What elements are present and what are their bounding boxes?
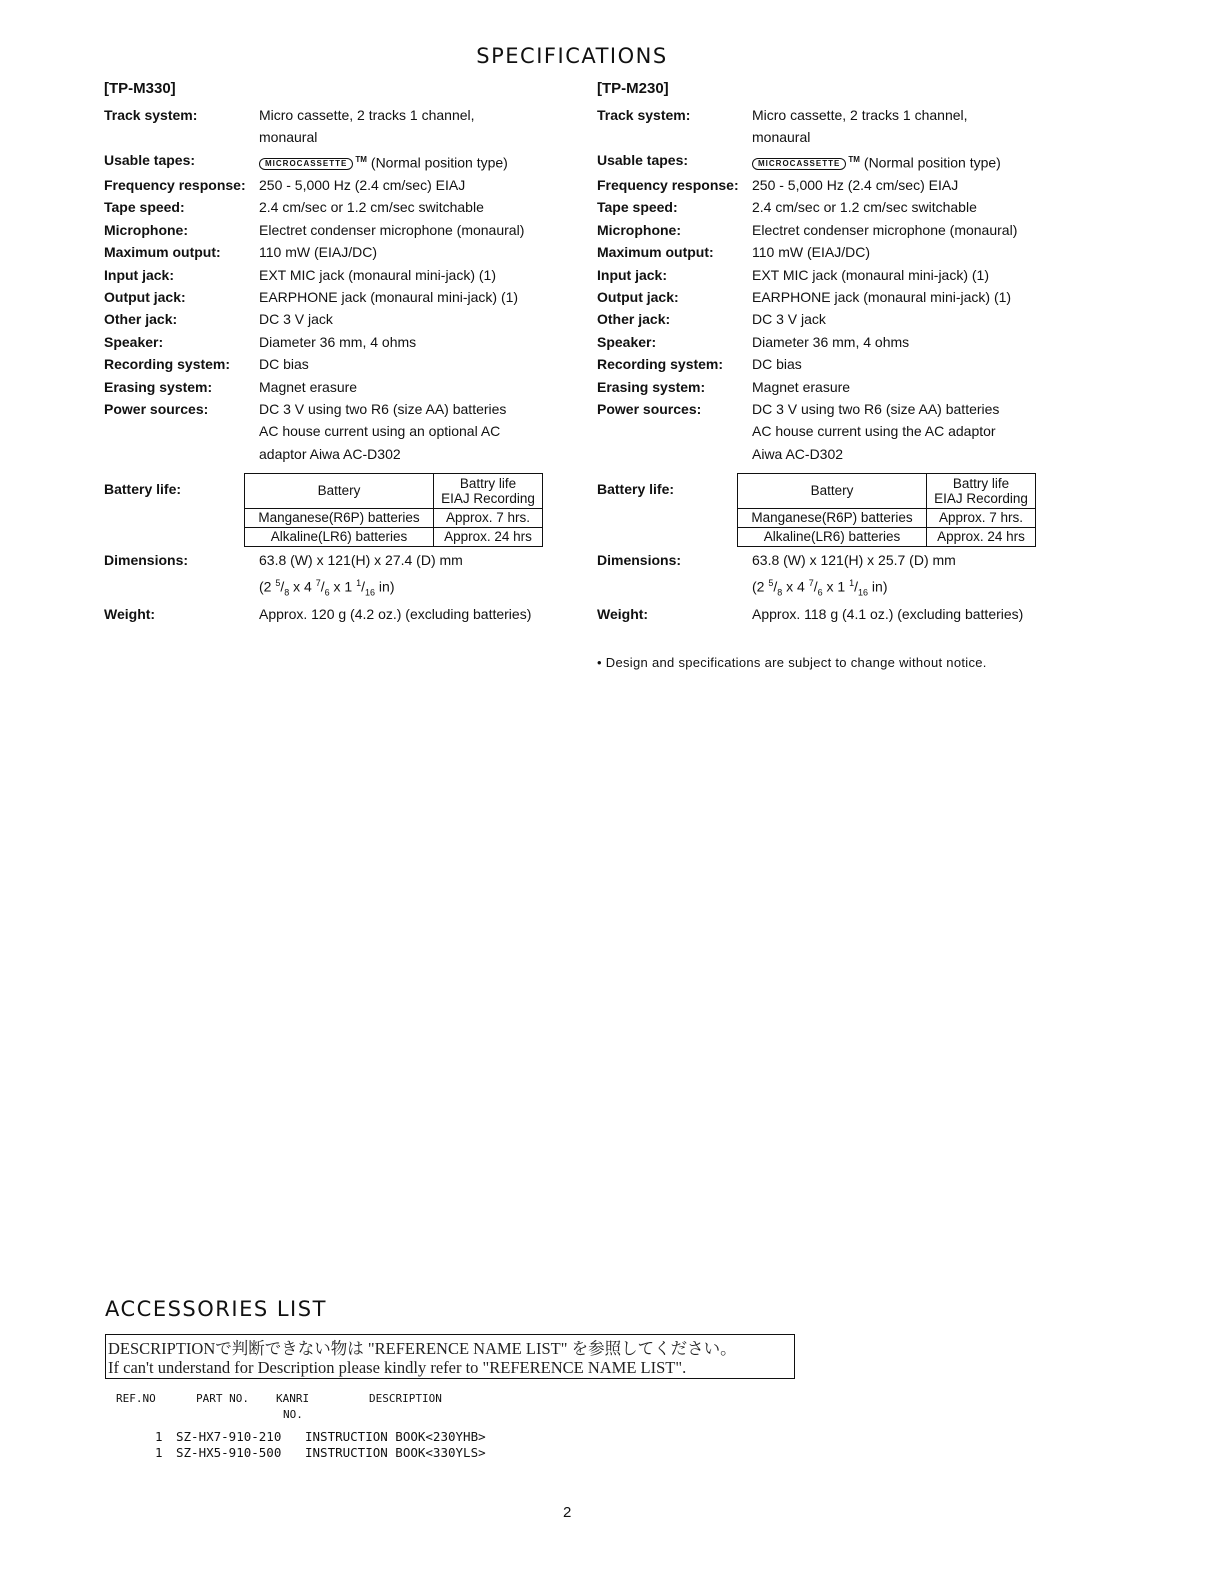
spec-value-text: DC 3 V using two R6 (size AA) batteries AC house current using an optional AC adaptor Aiwa AC-D302 xyxy=(259,400,507,462)
spec-row xyxy=(104,549,574,603)
spec-label: Battery life: xyxy=(597,481,675,498)
battery-life: Approx. 24 hrs xyxy=(927,528,1036,547)
spec-value xyxy=(752,149,1067,174)
dim-text: in) xyxy=(868,578,888,595)
spec-row xyxy=(597,603,1067,625)
fraction-num: 1 xyxy=(849,577,855,588)
spec-row xyxy=(104,264,574,286)
spec-value-text: 250 - 5,000 Hz (2.4 cm/sec) EIAJ xyxy=(259,176,466,193)
spec-row xyxy=(104,308,574,330)
microcassette-logo: MICROCASSETTE xyxy=(752,158,846,170)
spec-value xyxy=(259,331,574,353)
model-name: [TP-M330] xyxy=(104,80,176,97)
battery-life: Approx. 7 hrs. xyxy=(434,509,543,528)
spec-label: Tape speed: xyxy=(597,199,678,216)
spec-value-text: DC 3 V using two R6 (size AA) batteries AC house current using the AC adaptor Aiwa AC-D302 xyxy=(752,400,1000,462)
spec-value xyxy=(259,264,574,286)
spec-label: Output jack: xyxy=(104,288,186,305)
spec-value xyxy=(752,353,1067,375)
spec-value xyxy=(259,149,574,174)
spec-value xyxy=(259,219,574,241)
table-row xyxy=(738,509,1036,528)
spec-value: Approx. 120 g (4.2 oz.) (excluding batteries) xyxy=(259,606,532,623)
spec-label: Power sources: xyxy=(597,400,702,417)
battery-life: Approx. 24 hrs xyxy=(434,528,543,547)
spec-label: Dimensions: xyxy=(104,552,189,569)
spec-value xyxy=(752,104,1067,149)
spec-value xyxy=(752,196,1067,218)
fraction-num: 5 xyxy=(768,577,774,588)
spec-row xyxy=(104,286,574,308)
spec-value xyxy=(752,219,1067,241)
spec-value xyxy=(752,286,1067,308)
battery-life-row xyxy=(104,473,574,547)
fraction-den: 8 xyxy=(777,587,783,598)
spec-row xyxy=(104,149,574,174)
battery-header: Battery xyxy=(245,474,434,509)
dim-text: x 1 xyxy=(329,578,357,595)
spec-value xyxy=(259,174,574,196)
spec-row xyxy=(104,174,574,196)
dim-text: x 4 xyxy=(782,578,809,595)
spec-value-text: (Normal position type) xyxy=(863,154,1001,171)
spec-label: Weight: xyxy=(104,606,156,623)
spec-label: Speaker: xyxy=(597,333,657,350)
spec-value-text: Magnet erasure xyxy=(259,378,358,395)
fraction-num: 7 xyxy=(808,577,814,588)
spec-column-tp-m330 xyxy=(104,80,574,626)
table-row xyxy=(245,509,543,528)
spec-value xyxy=(752,398,1067,465)
spec-row xyxy=(597,241,1067,263)
accessory-ref: 1 xyxy=(155,1429,163,1444)
spec-row xyxy=(597,104,1067,149)
spec-label: Speaker: xyxy=(104,333,164,350)
spec-label: Weight: xyxy=(597,606,649,623)
spec-row xyxy=(104,104,574,149)
dimensions-mm: 63.8 (W) x 121(H) x 27.4 (D) mm xyxy=(259,552,463,569)
spec-row xyxy=(597,264,1067,286)
spec-label: Output jack: xyxy=(597,288,679,305)
spec-label: Usable tapes: xyxy=(104,151,196,168)
spec-value-text: Micro cassette, 2 tracks 1 channel, monaural xyxy=(259,107,475,146)
spec-value-text: EARPHONE jack (monaural mini-jack) (1) xyxy=(752,288,1012,305)
accessory-description: INSTRUCTION BOOK<230YHB> xyxy=(305,1429,486,1444)
spec-value-text: Micro cassette, 2 tracks 1 channel, monaural xyxy=(752,107,968,146)
dimensions-inch: (2 $^5/_8$ x 4 $^7/_6$ x 1 $^1/_{16}$ in) xyxy=(752,577,888,598)
spec-value-text: DC 3 V jack xyxy=(259,311,333,328)
accessory-part-no: SZ-HX5-910-500 xyxy=(176,1445,282,1460)
battery-life-table xyxy=(244,473,543,547)
battery-life-row xyxy=(597,473,1067,547)
spec-value xyxy=(752,174,1067,196)
header-kanri: KANRI xyxy=(276,1392,310,1405)
spec-row xyxy=(104,196,574,218)
spec-value-text: Diameter 36 mm, 4 ohms xyxy=(259,333,417,350)
spec-row xyxy=(104,353,574,375)
spec-value xyxy=(259,376,574,398)
fraction-num: 1 xyxy=(356,577,362,588)
battery-type: Alkaline(LR6) batteries xyxy=(738,528,927,547)
accessories-title: ACCESSORIES LIST xyxy=(105,1297,327,1321)
spec-value-text: Electret condenser microphone (monaural) xyxy=(752,221,1018,238)
dimensions-mm: 63.8 (W) x 121(H) x 25.7 (D) mm xyxy=(752,552,956,569)
spec-row xyxy=(597,219,1067,241)
spec-value xyxy=(752,549,1067,603)
page-title: SPECIFICATIONS xyxy=(476,44,668,68)
spec-row xyxy=(597,353,1067,375)
spec-value xyxy=(752,241,1067,263)
header-description: DESCRIPTION xyxy=(369,1392,442,1405)
dim-text: (2 xyxy=(259,578,276,595)
table-row xyxy=(738,528,1036,547)
spec-label: Microphone: xyxy=(104,221,188,238)
spec-row xyxy=(104,331,574,353)
page-number: 2 xyxy=(563,1504,572,1521)
spec-row xyxy=(104,603,574,625)
spec-label: Input jack: xyxy=(104,266,175,283)
battery-life-header xyxy=(927,474,1036,509)
spec-label: Other jack: xyxy=(104,311,178,328)
fraction-den: 8 xyxy=(284,587,290,598)
spec-value-text: Magnet erasure xyxy=(752,378,851,395)
header-part-no: PART NO. xyxy=(196,1392,249,1405)
fraction-num: 7 xyxy=(315,577,321,588)
change-notice: • Design and specifications are subject to change without notice. xyxy=(597,655,987,670)
fraction-num: 5 xyxy=(275,577,281,588)
spec-label: Erasing system: xyxy=(597,378,706,395)
spec-label: Battery life: xyxy=(104,481,182,498)
battery-life-header-line1: Battry life xyxy=(459,476,517,492)
reference-name-notice xyxy=(105,1334,795,1379)
spec-label: Input jack: xyxy=(597,266,668,283)
dim-text: in) xyxy=(375,578,395,595)
spec-value xyxy=(259,549,574,603)
header-ref-no: REF.NO xyxy=(116,1392,156,1405)
spec-label: Track system: xyxy=(104,107,198,123)
battery-life-header-line1: Battry life xyxy=(952,476,1010,492)
spec-value-text: DC bias xyxy=(259,356,309,373)
spec-row xyxy=(104,398,574,465)
spec-value-text: EARPHONE jack (monaural mini-jack) (1) xyxy=(259,288,519,305)
spec-label: Recording system: xyxy=(104,356,231,373)
trademark-mark: TM xyxy=(355,154,367,164)
spec-value xyxy=(259,241,574,263)
battery-life-table xyxy=(737,473,1036,547)
spec-value-text: 2.4 cm/sec or 1.2 cm/sec switchable xyxy=(259,199,484,216)
notice-line-en: If can't understand for Description please kindly refer to "REFERENCE NAME LIST". xyxy=(108,1358,687,1377)
battery-type: Manganese(R6P) batteries xyxy=(738,509,927,528)
spec-value-text: 110 mW (EIAJ/DC) xyxy=(259,244,377,261)
spec-column-tp-m230 xyxy=(597,80,1067,626)
spec-label: Frequency response: xyxy=(597,176,739,193)
battery-type: Manganese(R6P) batteries xyxy=(245,509,434,528)
spec-row xyxy=(104,241,574,263)
spec-value-text: EXT MIC jack (monaural mini-jack) (1) xyxy=(259,266,497,283)
spec-label: Power sources: xyxy=(104,400,209,417)
battery-life-header-line2: EIAJ Recording xyxy=(934,491,1028,507)
spec-value xyxy=(752,308,1067,330)
spec-value xyxy=(259,353,574,375)
spec-row xyxy=(597,174,1067,196)
spec-value xyxy=(752,264,1067,286)
spec-label: Erasing system: xyxy=(104,378,213,395)
accessory-ref: 1 xyxy=(155,1445,163,1460)
table-header-row xyxy=(738,474,1036,509)
spec-row xyxy=(597,196,1067,218)
spec-value-text: 2.4 cm/sec or 1.2 cm/sec switchable xyxy=(752,199,977,216)
spec-value xyxy=(259,308,574,330)
dim-text: (2 xyxy=(752,578,769,595)
spec-row xyxy=(597,331,1067,353)
spec-row xyxy=(597,286,1067,308)
spec-label: Dimensions: xyxy=(597,552,682,569)
spec-label: Maximum output: xyxy=(104,244,221,261)
table-row xyxy=(245,528,543,547)
battery-type: Alkaline(LR6) batteries xyxy=(245,528,434,547)
microcassette-logo: MICROCASSETTE xyxy=(259,158,353,170)
spec-label: Maximum output: xyxy=(597,244,714,261)
spec-row xyxy=(597,549,1067,603)
spec-label: Frequency response: xyxy=(104,176,246,193)
spec-row xyxy=(597,376,1067,398)
spec-value-text: DC 3 V jack xyxy=(752,311,826,328)
table-header-row xyxy=(245,474,543,509)
spec-row xyxy=(597,398,1067,465)
battery-header: Battery xyxy=(738,474,927,509)
spec-value-text: Electret condenser microphone (monaural) xyxy=(259,221,525,238)
dimensions-inch: (2 $^5/_8$ x 4 $^7/_6$ x 1 $^1/_{16}$ in) xyxy=(259,577,395,598)
spec-row xyxy=(597,149,1067,174)
accessory-part-no: SZ-HX7-910-210 xyxy=(176,1429,282,1444)
fraction-den: 6 xyxy=(817,587,823,598)
spec-value-text: EXT MIC jack (monaural mini-jack) (1) xyxy=(752,266,990,283)
fraction-den: 16 xyxy=(858,587,869,598)
battery-life-header-line2: EIAJ Recording xyxy=(441,491,535,507)
trademark-mark: TM xyxy=(848,154,860,164)
spec-label: Recording system: xyxy=(597,356,724,373)
spec-value-text: 110 mW (EIAJ/DC) xyxy=(752,244,870,261)
dim-text: x 1 xyxy=(822,578,850,595)
spec-value xyxy=(259,104,574,149)
spec-value xyxy=(259,398,574,465)
fraction-den: 6 xyxy=(324,587,330,598)
spec-row xyxy=(104,376,574,398)
spec-value-text: 250 - 5,000 Hz (2.4 cm/sec) EIAJ xyxy=(752,176,959,193)
notice-line-ja: DESCRIPTIONで判断できない物は "REFERENCE NAME LIST" を参照してください。 xyxy=(108,1339,737,1358)
spec-value-text: Diameter 36 mm, 4 ohms xyxy=(752,333,910,350)
spec-label: Microphone: xyxy=(597,221,681,238)
spec-value xyxy=(259,286,574,308)
battery-life: Approx. 7 hrs. xyxy=(927,509,1036,528)
spec-value xyxy=(752,376,1067,398)
battery-life-header xyxy=(434,474,543,509)
spec-label: Track system: xyxy=(597,107,691,123)
fraction-den: 16 xyxy=(365,587,376,598)
spec-value xyxy=(752,331,1067,353)
model-name: [TP-M230] xyxy=(597,80,669,97)
spec-value xyxy=(259,196,574,218)
header-kanri-no: NO. xyxy=(283,1408,303,1421)
spec-value-text: DC bias xyxy=(752,356,802,373)
spec-row xyxy=(104,219,574,241)
spec-label: Other jack: xyxy=(597,311,671,328)
spec-label: Tape speed: xyxy=(104,199,185,216)
dim-text: x 4 xyxy=(289,578,316,595)
accessory-description: INSTRUCTION BOOK<330YLS> xyxy=(305,1445,486,1460)
spec-value-text: (Normal position type) xyxy=(370,154,508,171)
spec-label: Usable tapes: xyxy=(597,151,689,168)
spec-row xyxy=(597,308,1067,330)
spec-value: Approx. 118 g (4.1 oz.) (excluding batteries) xyxy=(752,606,1024,623)
